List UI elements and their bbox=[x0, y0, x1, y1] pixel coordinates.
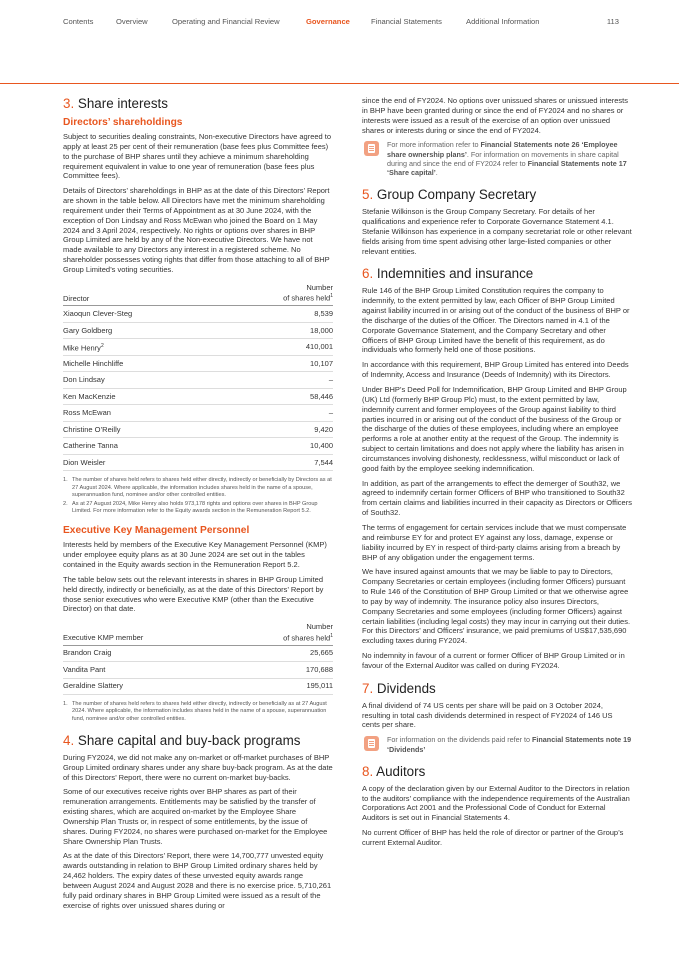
paragraph: Rule 146 of the BHP Group Limited Constitution requires the company to indemnify, to the extent permitted by law, each Officer of BHP Group Limited against liability incurred in or arising out of the conduct of the business of BHP or the discharge of the duties of the Officer. The Directors named in 4.1 of the Corporate Governance Statement, and the Company Secretary and other Officers of BHP Group Limited have the benefit of this requirement, as do individuals who formerly held one of those positions. bbox=[362, 286, 630, 355]
shares-held-value: 7,544 bbox=[220, 454, 333, 471]
shares-held-value: 10,107 bbox=[220, 355, 333, 372]
table-row bbox=[63, 339, 333, 356]
note-link[interactable]: Financial Statements note 17 ‘Share capital’ bbox=[387, 158, 627, 177]
paragraph: Under BHP’s Deed Poll for Indemnification, BHP Group Limited and BHP Group (UK) Ltd (formerly BHP Group Plc) must, to the extent permitted by law, indemnify current and former employees of the Group against liability to third parties incurred in or arising out of the conduct of the business of the Group or the discharge of the duties of these employees, including where an employee performs a role at another entity at the request of the Group. The indemnity is subject to certain limitations and does not apply where the liability has arisen in circumstances involving dishonesty, recklessness, wilful misconduct or lack of good faith by the employee seeking indemnification. bbox=[362, 385, 627, 473]
section-number: 3. bbox=[63, 96, 75, 111]
header-rule bbox=[0, 83, 679, 84]
footnote: 1. The number of shares held refers to shares held either directly, indirectly or beneficially by Directors as at 27 August 2024. Where applicable, the information includes shares held in the name of a spouse, superannuation fund, nominee and/or other controlled entities. bbox=[63, 477, 332, 498]
table-row bbox=[63, 388, 333, 405]
table-row bbox=[63, 421, 333, 438]
table-row bbox=[63, 372, 333, 389]
table-row bbox=[63, 322, 333, 339]
paragraph: Subject to securities dealing constraints, Non-executive Directors have agreed to apply at least 25 per cent of their remuneration (base fees plus Committee fees) to the purchase of BHP shares until they achieve a minimum shareholding requirement equivalent in value to one year of remuneration (base fees plus Committee fees). bbox=[63, 132, 332, 181]
director-name: Catherine Tanna bbox=[63, 438, 220, 455]
table-row bbox=[63, 662, 333, 679]
kmp-heading: Executive Key Management Personnel bbox=[63, 525, 250, 537]
section-5-heading: 5. Group Company Secretary bbox=[362, 187, 537, 203]
shares-held-value: 410,001 bbox=[220, 339, 333, 356]
table-row bbox=[63, 678, 333, 695]
director-name: Gary Goldberg bbox=[63, 322, 220, 339]
note-link[interactable]: Financial Statements note 26 ‘Employee share ownership plans’ bbox=[387, 140, 618, 159]
paragraph: A final dividend of 74 US cents per share will be paid on 3 October 2024, resulting in total cash dividends determined in respect of FY2024 of 146 US cents per share. bbox=[362, 700, 613, 730]
kmp-member-name: Geraldine Slattery bbox=[63, 678, 230, 695]
table-header-kmp-member: Executive KMP member bbox=[63, 622, 230, 645]
director-name: Don Lindsay bbox=[63, 372, 220, 389]
table-row bbox=[63, 645, 333, 662]
paragraph: A copy of the declaration given by our External Auditor to the Directors in relation to the auditors’ compliance with the independence requirements of the Australian Corporations Act 2001 and the Professional Code of Conduct for External Auditors is set out in Financial Statements 4. bbox=[362, 783, 630, 823]
table-header-number: Number of shares held$^1$ bbox=[220, 283, 333, 306]
section-7-heading: 7. Dividends bbox=[362, 680, 436, 696]
shares-held-value: 8,539 bbox=[220, 306, 333, 323]
director-name: Xiaoqun Clever-Steg bbox=[63, 306, 220, 323]
table-header-number: Number of shares held$^1$ bbox=[230, 622, 333, 645]
nav-contents[interactable]: Contents bbox=[63, 17, 94, 26]
paragraph: Details of Directors’ shareholdings in BHP as at the date of this Directors’ Report are shown in the table below. All Directors have met the minimum shareholding requirement under their Terms of Appointment as at 30 June 2024, with the exception of Don Lindsay and Ross McEwan who joined the Board on 1 May 2024 and 3 April 2024, respectively. No rights or options over shares in BHP Group Limited are held by any of the Non-executive Directors. We have not made available to any Directors any interest in a registered scheme. No shareholder possesses voting rights that differ from those attaching to all of BHP Group Limited’s voting securities. bbox=[63, 186, 330, 274]
shares-held-value: 170,688 bbox=[230, 662, 333, 679]
shares-held-value: 10,400 bbox=[220, 438, 333, 455]
director-name: Mike Henry$^2$ bbox=[63, 339, 220, 356]
section-8-heading: 8. Auditors bbox=[362, 763, 426, 779]
shares-held-value: 25,665 bbox=[230, 645, 333, 662]
table-row bbox=[63, 438, 333, 455]
cross-reference-note: For information on the dividends paid refer to Financial Statements note 19 ‘Dividends’ bbox=[362, 735, 632, 753]
paragraph: The terms of engagement for certain services include that we must compensate and reimburse EY for and protect EY against any loss, damage, expense or liability incurred by EY in respect of third-party claims arising from a breach by BHP of any obligation under the engagement terms. bbox=[362, 522, 627, 562]
section-4-heading: 4. Share capital and buy-back programs bbox=[63, 732, 301, 748]
top-navigation bbox=[63, 17, 619, 29]
directors-shareholdings-table bbox=[63, 283, 333, 472]
director-name: Ken MacKenzie bbox=[63, 388, 220, 405]
section-6-heading: 6. Indemnities and insurance bbox=[362, 266, 534, 282]
shares-held-value: 195,011 bbox=[230, 678, 333, 695]
paragraph: We have insured against amounts that we may be liable to pay to Directors, Company Secretaries or certain employees (including former Officers) pursuant to Rule 146 of the Constitution of BHP Group Limited or that we otherwise agree to pay by way of indemnity. The insurance policy also insures Directors, Company Secretaries and some employees (including former Officers) against certain liabilities (including legal costs) they may incur in carrying out their duties. For this Directors’ and Officers’ insurance, we paid premiums of US$17,535,690 excluding taxes during FY2024. bbox=[362, 567, 631, 646]
nav-operating-financial-review[interactable]: Operating and Financial Review bbox=[172, 17, 280, 26]
table-row bbox=[63, 306, 333, 323]
page-number: 113 bbox=[606, 17, 619, 26]
paragraph: No indemnity in favour of a current or former Officer of BHP Group Limited or in favour of the External Auditor was called on during FY2024. bbox=[362, 651, 625, 670]
paragraph: The table below sets out the relevant interests in shares in BHP Group Limited held directly, indirectly or beneficially, as at the date of this Directors’ Report by those senior executives who were Executive KMP (other than the Executive Director) on that date. bbox=[63, 574, 324, 614]
paragraph: Interests held by members of the Executive Key Management Personnel (KMP) under employee equity plans as at 30 June 2024 are set out in the tables contained in the Equity awards section in the Remuneration Report 5.2. bbox=[63, 540, 327, 570]
left-column bbox=[63, 96, 333, 916]
shares-held-value: – bbox=[220, 372, 333, 389]
shares-held-value: 58,446 bbox=[220, 388, 333, 405]
paragraph: In accordance with this requirement, BHP Group Limited has entered into Deeds of Indemnity, Access and Insurance (Deeds of Indemnity) with its Directors. bbox=[362, 360, 629, 380]
paragraph: No current Officer of BHP has held the role of director or partner of the Group’s current External Auditor. bbox=[362, 828, 624, 847]
table-row bbox=[63, 405, 333, 422]
table-row bbox=[63, 454, 333, 471]
nav-additional-information[interactable]: Additional Information bbox=[466, 17, 540, 26]
paragraph: During FY2024, we did not make any on-market or off-market purchases of BHP Group Limited ordinary shares under any share buy-back program. As at the date of this Directors’ Report, there were no current on-market buy-backs. bbox=[63, 752, 333, 782]
paragraph: As at the date of this Directors’ Report, there were 14,700,777 unvested equity awards outstanding in relation to BHP Group Limited ordinary shares held by 24,462 holders. The expiry dates of these unvested equity awards range between August 2024 and August 2028 and there is no exercise price. 5,710,261 fully paid ordinary shares in BHP Group Limited were issued as a result of the exercise of rights over unissued shares during or bbox=[63, 851, 332, 910]
kmp-member-name: Vandita Pant bbox=[63, 662, 230, 679]
kmp-member-name: Brandon Craig bbox=[63, 645, 230, 662]
table-header-director: Director bbox=[63, 283, 220, 306]
paragraph: In addition, as part of the arrangements to effect the demerger of South32, we agreed to indemnify certain former Officers of BHP who transitioned to South32 from certain claims and liabilities incurred in their capacity as Directors or Officers of South32. bbox=[362, 478, 632, 518]
table-row bbox=[63, 355, 333, 372]
right-column bbox=[362, 96, 632, 853]
director-name: Michelle Hinchliffe bbox=[63, 355, 220, 372]
paragraph: since the end of FY2024. No options over unissued shares or unissued interests in BHP have been granted during or since the end of FY2024 and no shares or interests were issued as a result of the exercise of an option over unissued shares or interests during or since the end of FY2024. bbox=[362, 96, 628, 135]
shares-held-value: 18,000 bbox=[220, 322, 333, 339]
cross-reference-note: For more information refer to Financial Statements note 26 ‘Employee share ownership plans’. For information on movements in share capital during and since the end of FY2024 refer to Financial Statements note 17 ‘Share capital’. bbox=[362, 140, 632, 177]
director-name: Christine O’Reilly bbox=[63, 421, 220, 438]
shares-held-value: – bbox=[220, 405, 333, 422]
nav-financial-statements[interactable]: Financial Statements bbox=[371, 17, 442, 26]
kmp-shareholdings-table bbox=[63, 622, 333, 695]
footnote: 1. The number of shares held refers to shares held either directly, indirectly or beneficially as at 27 August 2024. Where applicable, the information includes shares held in the name of a spouse, superannuation fund, nominee and/or other controlled entities. bbox=[63, 701, 327, 722]
section-3-heading bbox=[63, 96, 333, 112]
paragraph: Some of our executives receive rights over BHP shares as part of their remuneration arrangements. Entitlements may be satisfied by the transfer of existing shares, which are acquired on-market by the Employee Share Ownership Plan Trusts or, in respect of some entitlements, by the issue of shares. During FY2024, no shares were purchased on-market for the Employee Share Ownership Plan Trusts. bbox=[63, 787, 328, 846]
director-name: Ross McEwan bbox=[63, 405, 220, 422]
director-name: Dion Weisler bbox=[63, 454, 220, 471]
note-link[interactable]: Financial Statements note 19 ‘Dividends’ bbox=[387, 735, 632, 754]
footnote: 2. As at 27 August 2024, Mike Henry also holds 973,178 rights and options over shares in BHP Group Limited. For more information refer to the Equity awards section in the Remuneration Report 5.2. bbox=[63, 500, 318, 515]
paragraph: Stefanie Wilkinson is the Group Company Secretary. For details of her qualifications and experience refer to Corporate Governance Statement 4.1. Stefanie Wilkinson has experience in a company secretariat role or other relevant fields arising from time spent advising other large-listed companies or other relevant entities. bbox=[362, 207, 632, 256]
section-title: Share interests bbox=[77, 96, 168, 111]
shares-held-value: 9,420 bbox=[220, 421, 333, 438]
document-icon bbox=[364, 141, 379, 156]
directors-shareholdings-heading: Directors’ shareholdings bbox=[63, 117, 183, 128]
nav-governance[interactable]: Governance bbox=[306, 17, 350, 26]
document-icon bbox=[364, 736, 379, 751]
nav-overview[interactable]: Overview bbox=[116, 17, 148, 26]
